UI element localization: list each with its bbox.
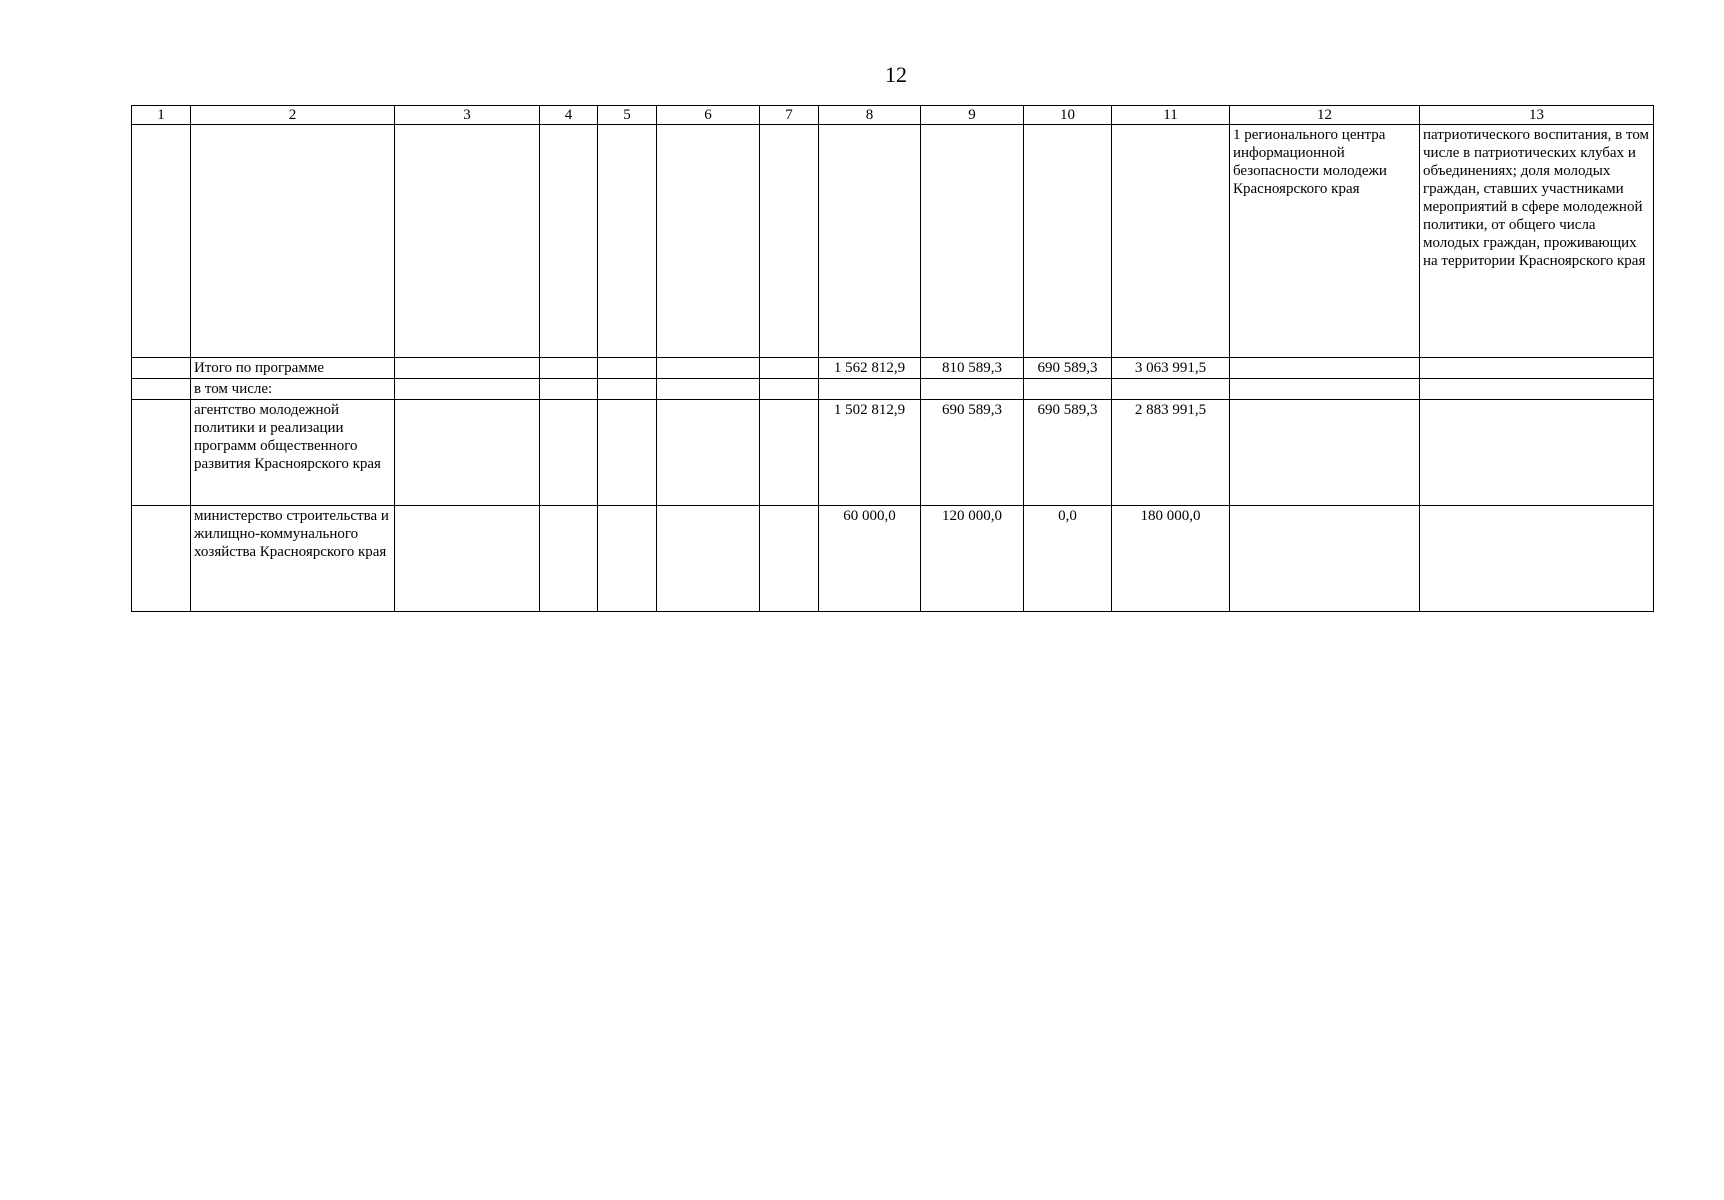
table-cell xyxy=(1230,506,1420,612)
column-header-10: 10 xyxy=(1024,106,1112,125)
table-cell xyxy=(132,506,191,612)
table-cell xyxy=(1420,358,1654,379)
table-cell xyxy=(657,125,760,358)
table-cell xyxy=(540,358,598,379)
table-row-total xyxy=(132,358,1654,379)
table-cell xyxy=(540,379,598,400)
table-cell xyxy=(1024,125,1112,358)
agency-col10-value: 690 589,3 xyxy=(1024,400,1112,506)
table-row-continuation xyxy=(132,125,1654,358)
table-cell xyxy=(819,125,921,358)
table-cell xyxy=(1024,379,1112,400)
table-cell xyxy=(132,125,191,358)
table-cell xyxy=(1230,400,1420,506)
table-cell xyxy=(760,379,819,400)
program-finance-table xyxy=(131,105,1654,612)
column-header-3: 3 xyxy=(395,106,540,125)
table-cell xyxy=(1112,379,1230,400)
ministry-col8-value: 60 000,0 xyxy=(819,506,921,612)
column-header-2: 2 xyxy=(191,106,395,125)
column-header-13: 13 xyxy=(1420,106,1654,125)
table-cell xyxy=(598,379,657,400)
indicator-description-cell: патриотического воспитания, в том числе в патриотических клубах и объединениях; доля молодых граждан, ставших участниками мероприятий в сфере молодежной политики, от общего числа молодых граждан, проживающих на территории Красноярского края xyxy=(1420,125,1654,358)
ministry-col11-value: 180 000,0 xyxy=(1112,506,1230,612)
column-header-11: 11 xyxy=(1112,106,1230,125)
table-cell xyxy=(760,125,819,358)
table-cell xyxy=(132,379,191,400)
ministry-col9-value: 120 000,0 xyxy=(921,506,1024,612)
table-cell xyxy=(1420,506,1654,612)
column-header-7: 7 xyxy=(760,106,819,125)
table-cell xyxy=(1112,125,1230,358)
table-row-ministry xyxy=(132,506,1654,612)
ministry-col10-value: 0,0 xyxy=(1024,506,1112,612)
table-cell xyxy=(657,400,760,506)
table-cell xyxy=(1230,358,1420,379)
table-cell xyxy=(132,400,191,506)
column-header-4: 4 xyxy=(540,106,598,125)
table-cell xyxy=(191,125,395,358)
total-col11-value: 3 063 991,5 xyxy=(1112,358,1230,379)
table-cell xyxy=(657,379,760,400)
column-header-8: 8 xyxy=(819,106,921,125)
table-cell xyxy=(921,125,1024,358)
including-label: в том числе: xyxy=(191,379,395,400)
column-header-12: 12 xyxy=(1230,106,1420,125)
table-cell xyxy=(598,400,657,506)
table-cell xyxy=(395,358,540,379)
table-cell xyxy=(598,506,657,612)
agency-label: агентство молодежной политики и реализации программ общественного развития Красноярского края xyxy=(191,400,395,506)
column-header-6: 6 xyxy=(657,106,760,125)
ministry-label: министерство строительства и жилищно-коммунального хозяйства Красноярского края xyxy=(191,506,395,612)
table-cell xyxy=(1420,400,1654,506)
total-label: Итого по программе xyxy=(191,358,395,379)
agency-col11-value: 2 883 991,5 xyxy=(1112,400,1230,506)
agency-col9-value: 690 589,3 xyxy=(921,400,1024,506)
table-cell xyxy=(760,400,819,506)
total-col10-value: 690 589,3 xyxy=(1024,358,1112,379)
table-cell xyxy=(921,379,1024,400)
table-cell xyxy=(540,400,598,506)
column-header-5: 5 xyxy=(598,106,657,125)
table-cell xyxy=(395,125,540,358)
table-row-agency xyxy=(132,400,1654,506)
table-cell xyxy=(598,125,657,358)
table-row-including xyxy=(132,379,1654,400)
table-cell xyxy=(1420,379,1654,400)
table-cell xyxy=(657,506,760,612)
column-header-1: 1 xyxy=(132,106,191,125)
result-description-cell: 1 регионального центра информационной безопасности молодежи Красноярского края xyxy=(1230,125,1420,358)
table-cell xyxy=(1230,379,1420,400)
table-cell xyxy=(819,379,921,400)
total-col8-value: 1 562 812,9 xyxy=(819,358,921,379)
table-cell xyxy=(395,379,540,400)
table-cell xyxy=(760,506,819,612)
table-cell xyxy=(395,400,540,506)
total-col9-value: 810 589,3 xyxy=(921,358,1024,379)
column-number-row xyxy=(132,106,1654,125)
table-cell xyxy=(598,358,657,379)
page-number: 12 xyxy=(885,62,907,87)
table-cell xyxy=(395,506,540,612)
table-cell xyxy=(132,358,191,379)
table-cell xyxy=(540,506,598,612)
table-cell xyxy=(760,358,819,379)
table-cell xyxy=(540,125,598,358)
column-header-9: 9 xyxy=(921,106,1024,125)
table-cell xyxy=(657,358,760,379)
agency-col8-value: 1 502 812,9 xyxy=(819,400,921,506)
